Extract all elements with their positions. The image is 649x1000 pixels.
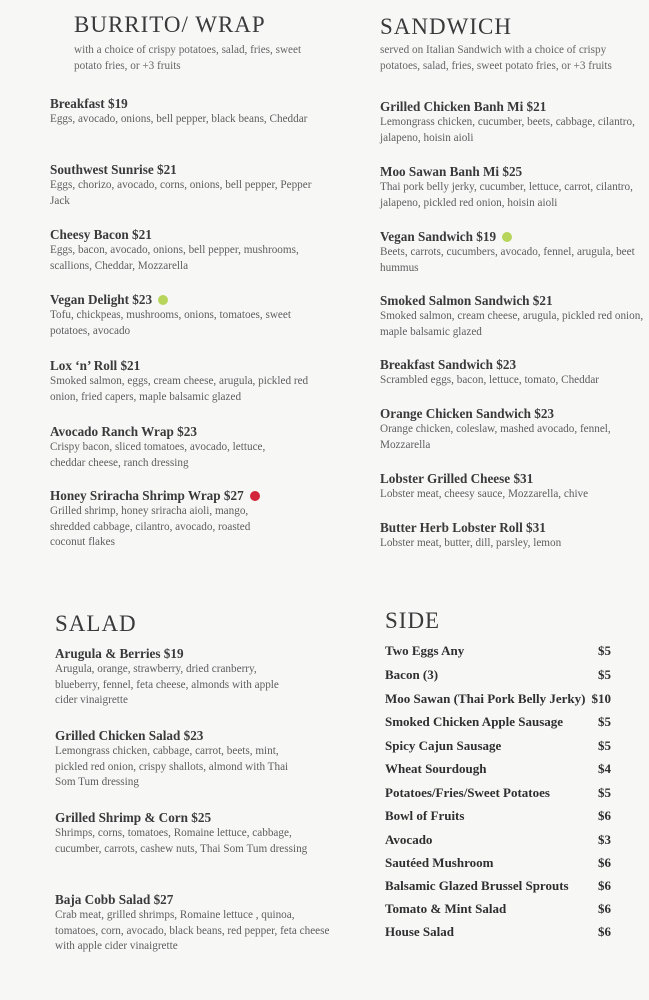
item-title: Vegan Sandwich $19 [380, 229, 497, 244]
item-title: Vegan Delight $23 [50, 292, 153, 307]
side-item-name: Wheat Sourdough [385, 761, 487, 776]
item-title: Lox ‘n’ Roll $21 [50, 358, 141, 373]
item-title: Breakfast Sandwich $23 [380, 357, 517, 372]
item-title: Avocado Ranch Wrap $23 [50, 424, 197, 439]
side-item [385, 878, 611, 898]
side-item [385, 761, 611, 781]
burrito-item-southwest-sunrise [50, 162, 312, 209]
side-item-price: $6 [598, 901, 611, 916]
burrito-item-honey-sriracha-shrimp-wrap [50, 488, 312, 551]
sandwich-item-lobster-grilled-cheese [380, 471, 645, 503]
side-item-name: Spicy Cajun Sausage [385, 738, 502, 753]
side-title: SIDE [385, 608, 441, 633]
sandwich-item-grilled-chicken-banh-mi [380, 99, 642, 146]
item-desc: Orange chicken, coleslaw, mashed avocado, fennel, Mozzarella [380, 423, 611, 451]
burrito-title: BURRITO/ WRAP [74, 12, 266, 37]
side-item-name: Balsamic Glazed Brussel Sprouts [385, 878, 569, 893]
side-item [385, 924, 611, 944]
item-desc: Smoked salmon, cream cheese, arugula, pickled red onion, maple balsamic glazed [380, 310, 644, 338]
vegan-dot-icon [158, 295, 168, 305]
side-item [385, 714, 611, 734]
burrito-item-cheesy-bacon [50, 227, 312, 274]
item-desc: Grilled shrimp, honey sriracha aioli, mango, shredded cabbage, cilantro, avocado, roasted coconut flakes [50, 505, 251, 548]
sandwich-section [380, 0, 645, 560]
item-desc: Lobster meat, cheesy sauce, Mozzarella, chive [380, 488, 589, 500]
sandwich-item-smoked-salmon-sandwich [380, 293, 645, 340]
item-title: Breakfast $19 [50, 96, 128, 111]
burrito-item-avocado-ranch-wrap [50, 424, 290, 471]
item-desc: Shrimps, corns, tomatoes, Romaine lettuce, cabbage, cucumber, carrots, cashew nuts, Thai Som Tum dressing [55, 827, 308, 855]
item-title: Arugula & Berries $19 [55, 646, 184, 661]
side-item-name: Bacon (3) [385, 667, 439, 682]
salad-item-arugula-berries [55, 646, 295, 709]
side-item-price: $6 [598, 924, 611, 939]
side-item [385, 808, 611, 828]
salad-item-grilled-chicken-salad [55, 728, 305, 791]
item-desc: Lemongrass chicken, cabbage, carrot, beets, mint, pickled red onion, crispy shallots, almond with Thai Som Tum dressing [55, 745, 289, 788]
side-item [385, 691, 611, 711]
side-item-price: $5 [598, 643, 611, 658]
side-item-name: Potatoes/Fries/Sweet Potatoes [385, 785, 550, 800]
side-item-price: $6 [598, 808, 611, 823]
side-item [385, 901, 611, 921]
side-item-price: $4 [598, 761, 611, 776]
item-desc: Eggs, avocado, onions, bell pepper, black beans, Cheddar [50, 113, 308, 125]
item-title: Grilled Chicken Salad $23 [55, 728, 204, 743]
sandwich-item-vegan-sandwich [380, 229, 645, 276]
item-desc: Scrambled eggs, bacon, lettuce, tomato, Cheddar [380, 374, 600, 386]
item-title: Lobster Grilled Cheese $31 [380, 471, 534, 486]
salad-section [55, 600, 330, 980]
item-title: Grilled Chicken Banh Mi $21 [380, 99, 547, 114]
side-item [385, 667, 611, 687]
sandwich-title: SANDWICH [380, 14, 512, 39]
side-item-name: Moo Sawan (Thai Pork Belly Jerky) [385, 691, 586, 706]
sandwich-item-breakfast-sandwich [380, 357, 645, 389]
item-desc: Smoked salmon, eggs, cream cheese, arugula, pickled red onion, fried capers, maple balsamic glazed [50, 375, 309, 403]
side-item [385, 855, 611, 875]
item-title: Moo Sawan Banh Mi $25 [380, 164, 523, 179]
item-title: Orange Chicken Sandwich $23 [380, 406, 555, 421]
side-item-name: Two Eggs Any [385, 643, 465, 658]
side-item-name: Bowl of Fruits [385, 808, 465, 823]
sandwich-item-butter-herb-lobster-roll [380, 520, 645, 552]
item-title: Grilled Shrimp & Corn $25 [55, 810, 212, 825]
item-title: Baja Cobb Salad $27 [55, 892, 174, 907]
item-desc: Arugula, orange, strawberry, dried cranberry, blueberry, fennel, feta cheese, almonds with apple cider vinaigrette [55, 663, 279, 706]
vegan-dot-icon [502, 232, 512, 242]
side-item-name: Tomato & Mint Salad [385, 901, 507, 916]
side-item-name: House Salad [385, 924, 454, 939]
side-item-price: $5 [598, 714, 611, 729]
spicy-dot-icon [250, 491, 260, 501]
side-item-name: Smoked Chicken Apple Sausage [385, 714, 564, 729]
side-item [385, 738, 611, 758]
side-section [385, 600, 615, 960]
side-item-price: $5 [598, 667, 611, 682]
salad-item-grilled-shrimp-corn [55, 810, 310, 857]
salad-item-baja-cobb-salad [55, 892, 330, 955]
item-desc: Crab meat, grilled shrimps, Romaine lettuce , quinoa, tomatoes, corn, avocado, black beans, red pepper, feta cheese with apple cider vinaigrette [55, 909, 330, 952]
salad-title: SALAD [55, 611, 137, 636]
sandwich-note: served on Italian Sandwich with a choice of crispy potatoes, salad, fries, sweet potato fries, or +3 fruits [380, 44, 612, 72]
item-desc: Eggs, chorizo, avocado, corns, onions, bell pepper, Pepper Jack [50, 179, 312, 207]
item-title: Butter Herb Lobster Roll $31 [380, 520, 546, 535]
item-desc: Beets, carrots, cucumbers, avocado, fennel, arugula, beet hummus [380, 246, 635, 274]
sandwich-item-moo-sawan-banh-mi [380, 164, 642, 211]
burrito-item-vegan-delight [50, 292, 320, 339]
item-title: Honey Sriracha Shrimp Wrap $27 [50, 488, 244, 503]
burrito-note: with a choice of crispy potatoes, salad, fries, sweet potato fries, or +3 fruits [74, 44, 302, 72]
burrito-section [50, 0, 320, 560]
sandwich-item-orange-chicken-sandwich [380, 406, 645, 453]
side-item-price: $5 [598, 785, 611, 800]
side-item-price: $10 [591, 691, 611, 706]
item-desc: Eggs, bacon, avocado, onions, bell pepper, mushrooms, scallions, Cheddar, Mozzarella [50, 244, 299, 272]
side-item-price: $3 [598, 832, 611, 847]
item-desc: Tofu, chickpeas, mushrooms, onions, tomatoes, sweet potatoes, avocado [50, 309, 291, 337]
item-desc: Crispy bacon, sliced tomatoes, avocado, lettuce, cheddar cheese, ranch dressing [50, 441, 266, 469]
side-item [385, 832, 611, 852]
burrito-item-breakfast [50, 96, 312, 128]
item-desc: Lemongrass chicken, cucumber, beets, cabbage, cilantro, jalapeno, hoisin aioli [380, 116, 635, 144]
side-item-name: Sautéed Mushroom [385, 855, 494, 870]
side-item-name: Avocado [385, 832, 433, 847]
side-item-price: $5 [598, 738, 611, 753]
item-title: Smoked Salmon Sandwich $21 [380, 293, 553, 308]
item-title: Cheesy Bacon $21 [50, 227, 152, 242]
burrito-item-lox-n-roll [50, 358, 312, 405]
item-title: Southwest Sunrise $21 [50, 162, 177, 177]
item-desc: Thai pork belly jerky, cucumber, lettuce, carrot, cilantro, jalapeno, pickled red onion, hoisin aioli [380, 181, 633, 209]
item-desc: Lobster meat, butter, dill, parsley, lemon [380, 537, 562, 549]
side-item-price: $6 [598, 878, 611, 893]
side-item [385, 785, 611, 805]
side-item-price: $6 [598, 855, 611, 870]
side-item [385, 643, 611, 663]
